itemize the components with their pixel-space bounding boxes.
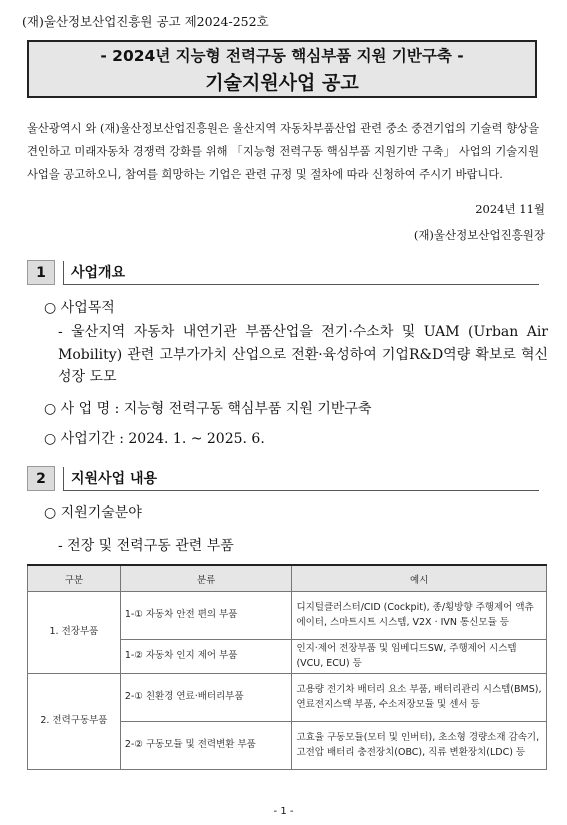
announcement-date: 2024년 11월 xyxy=(475,202,545,216)
category-cell: 2-① 친환경 연료·배터리부품 xyxy=(120,674,292,722)
table-header: 구분 xyxy=(28,565,121,592)
section-2-title: 지원사업 내용 xyxy=(71,471,158,487)
section-divider xyxy=(63,467,64,490)
page-title: 기술지원사업 공고 xyxy=(205,71,359,94)
group-cell: 2. 전력구동부품 xyxy=(28,674,121,770)
page-number: - 1 - xyxy=(273,806,294,817)
table-header-row xyxy=(28,565,547,592)
support-field-label: ○ 지원기술분야 xyxy=(44,505,142,521)
example-cell: 디지털클러스터/CID (Cockpit), 종/횡방향 주행제어 액츄에이터, 스마트시트 시스템, V2X · IVN 통신모듈 등 xyxy=(292,592,547,640)
table-header: 분류 xyxy=(120,565,292,592)
project-name: ○ 사 업 명 : 지능형 전력구동 핵심부품 지원 기반구축 xyxy=(44,401,372,417)
section-divider xyxy=(63,261,64,284)
category-cell: 2-② 구동모듈 및 전력변환 부품 xyxy=(120,722,292,770)
example-cell: 고용량 전기차 배터리 요소 부품, 배터리관리 시스템(BMS), 연료전지스택 부품, 수소저장모듈 및 센서 등 xyxy=(292,674,547,722)
issuer: (재)울산정보산업진흥원장 xyxy=(413,228,545,242)
table-row xyxy=(28,674,547,722)
section-2-header xyxy=(27,466,537,491)
support-field-sub: - 전장 및 전력구동 관련 부품 xyxy=(58,538,234,554)
project-period: ○ 사업기간 : 2024. 1. ~ 2025. 6. xyxy=(44,431,265,447)
example-cell: 고효율 구동모듈(모터 및 인버터), 초소형 경량소재 감속기, 고전압 배터리 충전장치(OBC), 직류 변환장치(LDC) 등 xyxy=(292,722,547,770)
table-row xyxy=(28,592,547,640)
category-cell: 1-① 자동차 안전 편의 부품 xyxy=(120,592,292,640)
table-header: 예시 xyxy=(292,565,547,592)
section-2-number: 2 xyxy=(27,466,55,491)
document-number: (재)울산정보산업진흥원 공고 제2024-252호 xyxy=(22,14,269,29)
example-cell: 인지·제어 전장부품 및 임베디드SW, 주행제어 시스템(VCU, ECU) 등 xyxy=(292,640,547,674)
title-box xyxy=(27,40,537,98)
purpose-label: ○ 사업목적 xyxy=(44,300,115,316)
intro-paragraph: 울산광역시 와 (재)울산정보산업진흥원은 울산지역 자동차부품산업 관련 중소 중견기업의 기술력 향상을 견인하고 미래자동차 경쟁력 강화를 위해 「지능형 전력구동 핵심부품 지원기반 구축」 사업의 기술지원사업을 공고하오니, 참여를 희망하는 기업은 관련 규정 및 절차에 따라 신청하여 주시기 바랍니다. xyxy=(27,122,539,181)
section-underline xyxy=(63,284,539,285)
section-1-number: 1 xyxy=(27,260,55,285)
section-1-title: 사업개요 xyxy=(71,265,126,281)
purpose-text: - 울산지역 자동차 내연기관 부품산업을 전기·수소차 및 UAM (Urban Air Mobility) 관련 고부가가치 산업으로 전환·육성하여 기업R&D역량 확보로 혁신성장 도모 xyxy=(58,324,548,385)
group-cell: 1. 전장부품 xyxy=(28,592,121,674)
category-cell: 1-② 자동차 인지 제어 부품 xyxy=(120,640,292,674)
support-field-table xyxy=(27,564,547,770)
section-1-header xyxy=(27,260,537,285)
section-underline xyxy=(63,490,539,491)
title-subheading: - 2024년 지능형 전력구동 핵심부품 지원 기반구축 - xyxy=(100,46,464,65)
